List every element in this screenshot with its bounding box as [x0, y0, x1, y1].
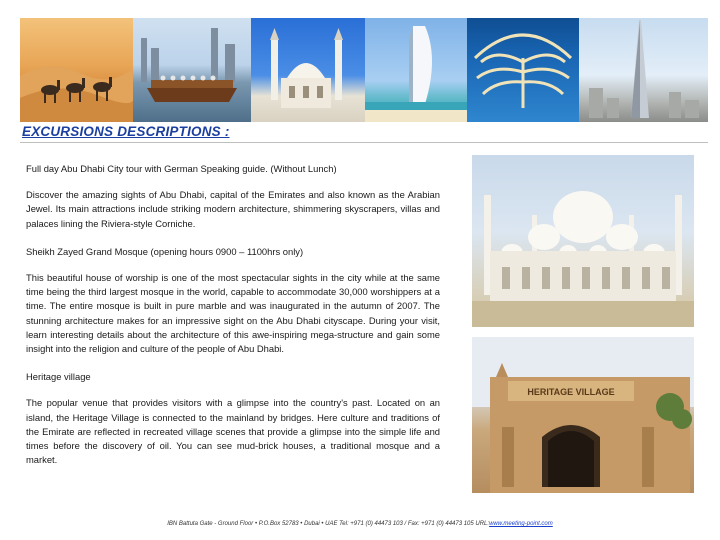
burj-al-arab-image [365, 18, 467, 122]
mosque-description: This beautiful house of worship is one of the most spectacular sights in the city while at the same time being the third largest mosque in the world, capable to accommodate 30,000 worshippers at a time. The entire mosque is built in pure marble and was inaugurated in the autumn of 2007. The stunning architecture makes for an impressive sight on the Abu Dhabi cityscape. During your visit, learn interesting details about the architecture of this awe-inspiring mega-structure and gain some insight into the religion and culture of the people of Abu Dhabi. [26, 272, 440, 355]
village-heading: Heritage village [26, 371, 91, 383]
footer-url-link[interactable]: www.meeting-point.com [489, 521, 553, 527]
tour-heading: Full day Abu Dhabi City tour with German Speaking guide. (Without Lunch) [26, 163, 337, 174]
footer-text: IBN Battuta Gate - Ground Floor • P.O.Box 52783 • Dubai • UAE Tel: +971 (0) 44473 103 / Fax: +971 (0) 44473 105 URL: [167, 521, 490, 527]
section-title: EXCURSIONS DESCRIPTIONS : [22, 124, 230, 139]
heritage-village-sign: HERITAGE VILLAGE [527, 387, 615, 397]
header-banner [20, 18, 708, 122]
mosque-minarets-image [251, 18, 365, 122]
palm-island-image [467, 18, 579, 122]
burj-khalifa-image [579, 18, 708, 122]
main-text [26, 162, 440, 467]
dhow-boat-image [133, 18, 251, 122]
footer-contact [0, 521, 720, 527]
grand-mosque-photo [472, 155, 694, 327]
desert-camels-image [20, 18, 133, 122]
heritage-village-photo [472, 337, 694, 493]
mosque-heading: Sheikh Zayed Grand Mosque (opening hours 0900 – 1100hrs only) [26, 245, 304, 257]
village-description: The popular venue that provides visitors with a glimpse into the country's past. Located on an island, the Heritage Village is connected to the mainland by bridges. Here culture and traditions of the Emirate are reflected in recreated village scenes that provide a glimpse into the simple life and times before the discovery of oil. You can see mud-brick houses, a traditional mosque and a market. [26, 397, 440, 466]
title-divider [20, 142, 708, 143]
tour-description: Discover the amazing sights of Abu Dhabi, capital of the Emirates and also known as the Arabian Jewel. Its main attractions include striking modern architecture, shimmering skyscrapers, villas and palaces lining the Riviera-style Corniche. [26, 189, 440, 229]
